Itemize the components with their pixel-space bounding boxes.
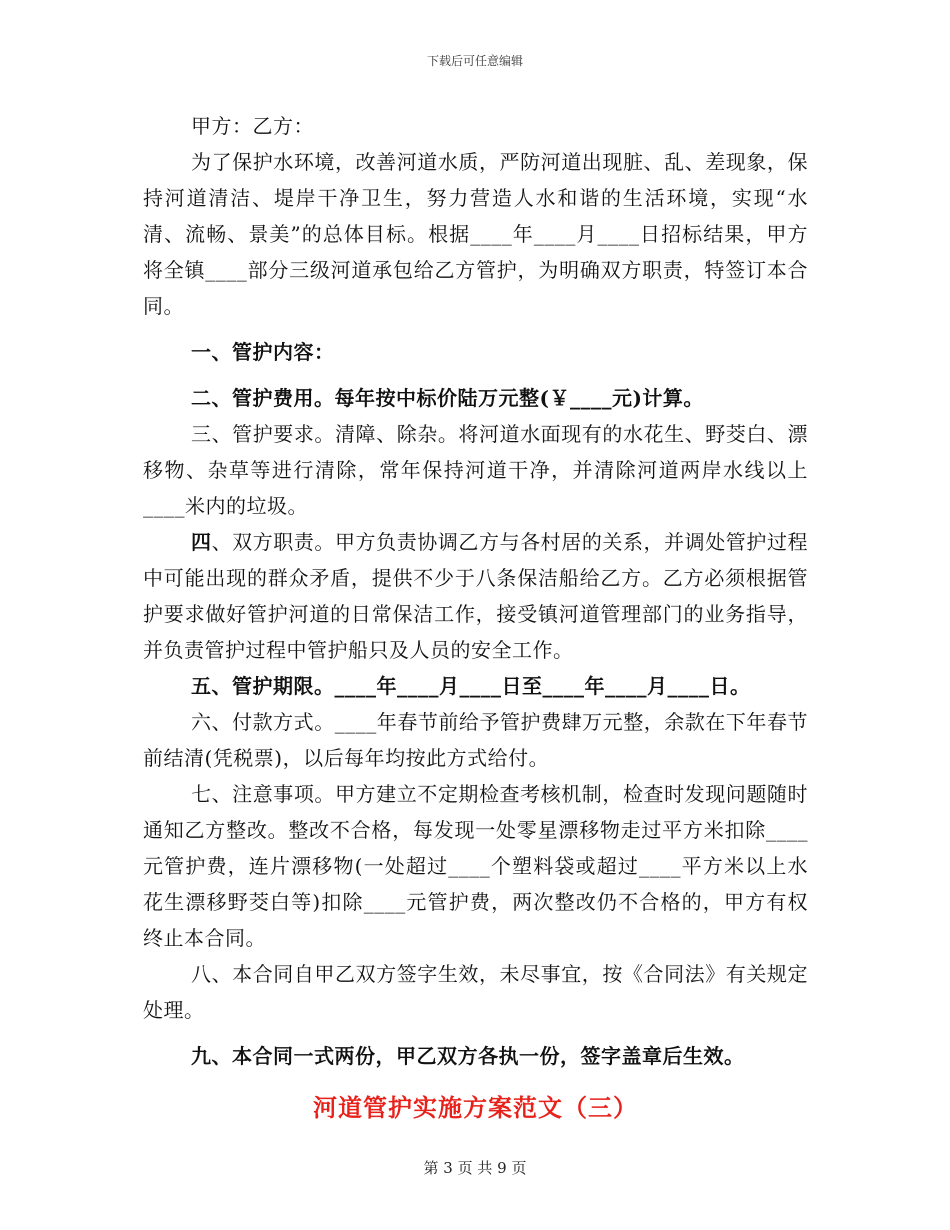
clause-8-effect: 八、本合同自甲乙双方签字生效，未尽事宜，按《合同法》有关规定处理。 [143, 962, 808, 1022]
clause-1-content: 一、管护内容： [191, 340, 335, 364]
clause-5-period: 五、管护期限。____年____月____日至____年____月____日。 [191, 674, 751, 698]
clause-9-copies: 九、本合同一式两份，甲乙双方各执一份，签字盖章后生效。 [191, 1044, 745, 1068]
clause-3-requirements: 三、管护要求。清障、除杂。将河道水面现有的水花生、野茭白、漂移物、杂草等进行清除，常年保持河道干净，并清除河道两岸水线以上____米内的垃圾。 [143, 422, 808, 518]
contract-body [143, 108, 808, 1128]
clause-4-responsibilities [143, 524, 808, 668]
clause-4-text: 、双方职责。甲方负责协调乙方与各村居的关系，并调处管护过程中可能出现的群众矛盾，提供不少于八条保洁船给乙方。乙方必须根据管护要求做好管护河道的日常保洁工作，接受镇河道管理部门的业务指导，并负责管护过程中管护船只及人员的安全工作。 [143, 530, 809, 662]
page-header-note: 下载后可任意编辑 [426, 54, 523, 68]
page-number: 第 3 页 共 9 页 [423, 1159, 527, 1177]
contract-parties: 甲方：乙方： [191, 114, 314, 138]
clause-6-payment: 六、付款方式。____年春节前给予管护费肆万元整，余款在下年春节前结清(凭税票)，以后每年均按此方式给付。 [143, 710, 808, 770]
next-section-title: 河道管护实施方案范文（三） [313, 1093, 638, 1122]
contract-intro: 为了保护水环境，改善河道水质，严防河道出现脏、乱、差现象，保持河道清洁、堤岸干净卫生，努力营造人水和谐的生活环境，实现“水清、流畅、景美”的总体目标。根据____年____月____日招标结果，甲方将全镇____部分三级河道承包给乙方管护，为明确双方职责，特签订本合同。 [143, 150, 808, 318]
clause-4-lead: 四 [191, 530, 212, 554]
clause-2-fees: 二、管护费用。每年按中标价陆万元整(￥____元)计算。 [191, 386, 704, 410]
clause-7-notes: 七、注意事项。甲方建立不定期检查考核机制，检查时发现问题随时通知乙方整改。整改不合格，每发现一处零星漂移物走过平方米扣除____元管护费，连片漂移物(一处超过____个塑料袋或超过____平方米以上水花生漂移野茭白等)扣除____元管护费，两次整改仍不合格的，甲方有权终止本合同。 [143, 782, 808, 950]
